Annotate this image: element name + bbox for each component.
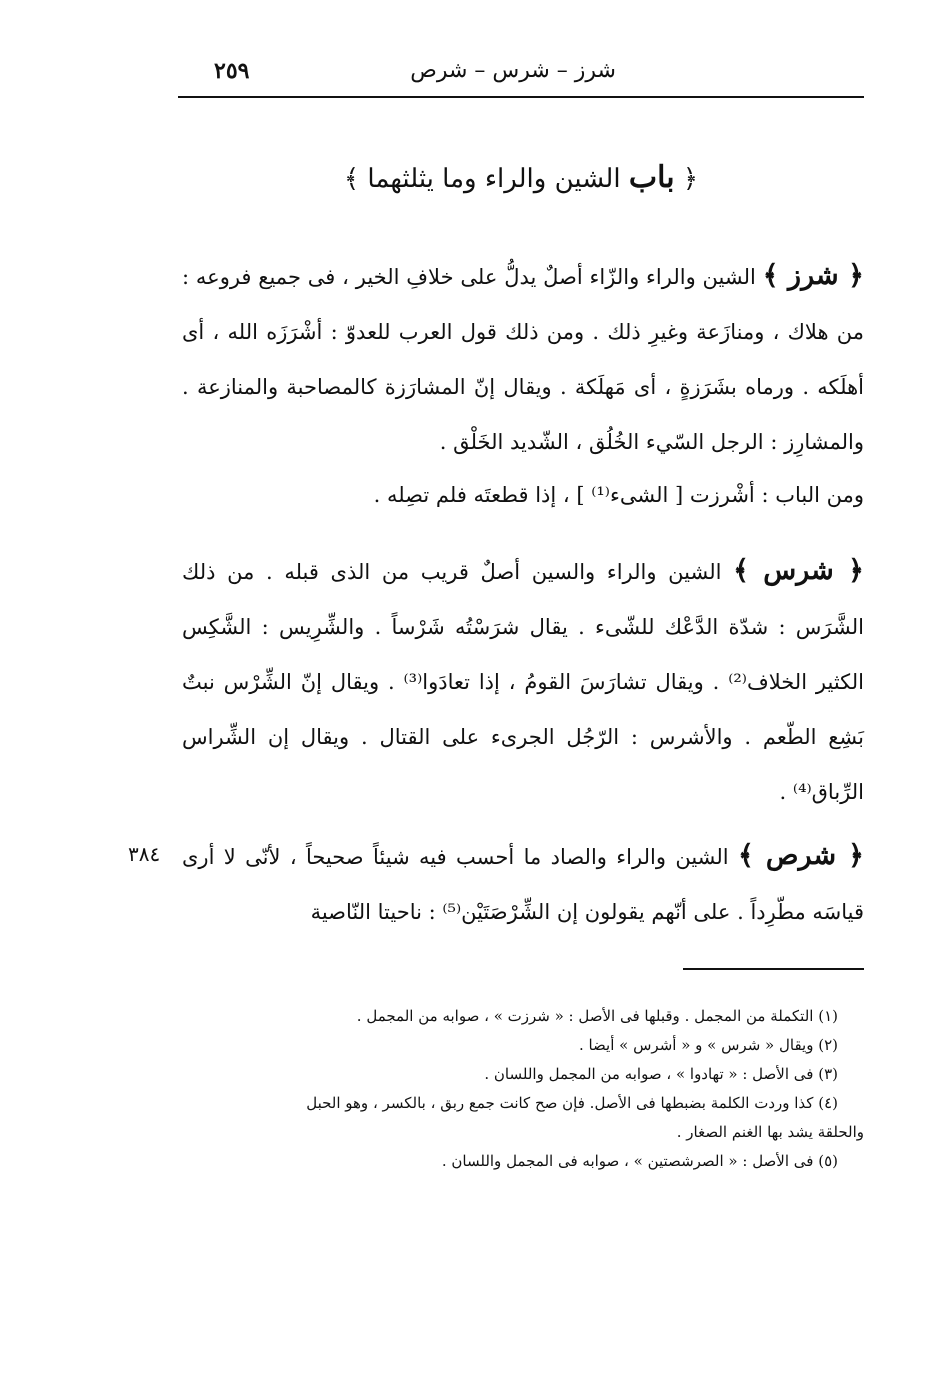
entry-headword: ﴿ شرص ﴾ bbox=[738, 840, 864, 871]
entry-headword: ﴿ شرز ﴾ bbox=[762, 260, 864, 291]
footnote: (٥) فى الأصل : « الصرشصتين » ، صوابه فى المجمل واللسان . bbox=[441, 1152, 838, 1170]
entry-sharaz-cont bbox=[182, 468, 864, 523]
running-header bbox=[178, 52, 864, 98]
entry-sharas2 bbox=[182, 828, 864, 940]
chapter-heading bbox=[178, 160, 864, 195]
page-number: ٢٥٩ bbox=[214, 58, 250, 84]
footnotes bbox=[178, 1002, 864, 1176]
entry-headword: ﴿ شرس ﴾ bbox=[733, 555, 864, 586]
footnote: (٤) كذا وردت الكلمة بضبطها فى الأصل. فإن صح كانت جمع ربق ، بالكسر ، وهو الحبل bbox=[306, 1094, 838, 1112]
entry-text: الشين والراء والزّاء أصلٌ يدلُّ على خلافِ الخير ، فى جميع فروعه : من هلاك ، ومنازَعة وغيرِ ذلك . ومن ذلك قول العرب للعدوّ : أشْرَزَه الله ، أى أهلَكه . ورماه بشَرَزةٍ ، أى مَهلَكة . ويقال إنّ المشارَزة كالمصاحبة والمنازعة . والمشارِز : الرجل السّيء الخُلُق ، الشّديد الخَلْق . bbox=[182, 265, 864, 454]
footnote: (٣) فى الأصل : « تهادوا » ، صوابه من المجمل واللسان . bbox=[484, 1065, 838, 1083]
bracket-open: ﴿ bbox=[682, 164, 699, 194]
chapter-title: الشين والراء وما يثلثهما bbox=[367, 164, 621, 194]
footnote: (١) التكملة من المجمل . وقبلها فى الأصل : « شرزت » ، صوابه من المجمل . bbox=[356, 1007, 838, 1025]
footnote-rule bbox=[683, 968, 864, 970]
entry-text: الشين والراء والسين أصلٌ قريب من الذى قبله . من ذلك الشَّرَس : شدّة الدَّعْك للشّىء . يقال شرَسْتُه شَرْساً . والشِّرِيس : الشَّكِس الكثير الخلاف⁽²⁾ . ويقال تشارَسَ القومُ ، إذا تعادَوا⁽³⁾ . ويقال إنّ الشِّرْس نبتٌ بَشِع الطّعم . والأشرس : الرّجُل الجرىء على القتال . ويقال إن الشِّراس الرِّباق⁽⁴⁾ . bbox=[182, 560, 864, 804]
footnote: (٢) ويقال « شرس » و « أشرس » أيضا . bbox=[578, 1036, 838, 1054]
running-title: شرز – شرس – شرص bbox=[410, 58, 616, 83]
entry-sharas bbox=[182, 543, 864, 820]
entry-text: الشين والراء والصاد ما أحسب فيه شيئاً صحيحاً ، لأنّى لا أرى قياسَه مطّرِداً . على أنّهم يقولون إن الشِّرْصَتَيْن⁽⁵⁾ : ناحيتا النّاصية bbox=[182, 845, 864, 924]
bracket-close: ﴾ bbox=[343, 164, 360, 194]
chapter-bab: باب bbox=[628, 160, 675, 195]
margin-number: ٣٨٤ bbox=[128, 842, 161, 866]
entry-text: ومن الباب : أشْرزت [ الشىء⁽¹⁾ ] ، إذا قطعتَه فلم تصِله . bbox=[373, 483, 864, 507]
footnote-continuation: والحلقة يشد بها الغنم الصغار . bbox=[676, 1123, 864, 1141]
entry-sharaz bbox=[182, 248, 864, 470]
